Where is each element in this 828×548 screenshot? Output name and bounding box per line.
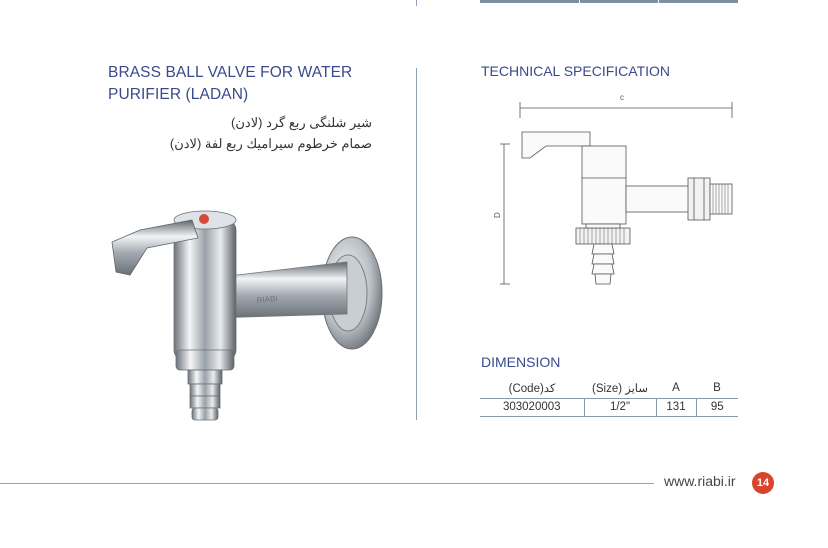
product-photo	[102, 190, 392, 430]
cell-b: 95	[696, 398, 738, 416]
product-title-fa-line2: صمام خرطوم سیرامیك ربع لفة (لادن)	[169, 136, 372, 151]
col-header-b: B	[713, 381, 721, 394]
top-table-rule	[480, 0, 738, 3]
technical-spec-title: TECHNICAL SPECIFICATION	[481, 63, 671, 79]
dimension-label-c: c	[620, 93, 624, 102]
col-header-code: (Code)کد	[508, 382, 556, 395]
product-title-fa	[120, 112, 372, 154]
col-header-size: (Size) سایز	[592, 382, 648, 395]
dimension-title: DIMENSION	[481, 354, 561, 370]
footer-rule	[0, 483, 654, 484]
cell-size: 1/2"	[584, 398, 656, 416]
top-divider-tick	[416, 0, 417, 6]
column-divider	[416, 68, 417, 420]
col-header-a: A	[672, 381, 680, 394]
cell-a: 131	[656, 398, 696, 416]
brand-engraving: RIABI	[256, 293, 279, 305]
table-row	[480, 398, 738, 416]
product-title-fa-line1: شیر شلنگی ربع گرد (لادن)	[231, 115, 372, 130]
dimension-table	[480, 378, 738, 417]
product-title-en: BRASS BALL VALVE FOR WATER PURIFIER (LADAN)	[108, 64, 353, 103]
cell-code: 303020003	[480, 398, 584, 416]
technical-drawing	[490, 88, 740, 288]
website-link[interactable]: www.riabi.ir	[664, 473, 736, 489]
dimension-label-d: D	[493, 212, 502, 218]
page-number-badge: 14	[752, 472, 774, 494]
